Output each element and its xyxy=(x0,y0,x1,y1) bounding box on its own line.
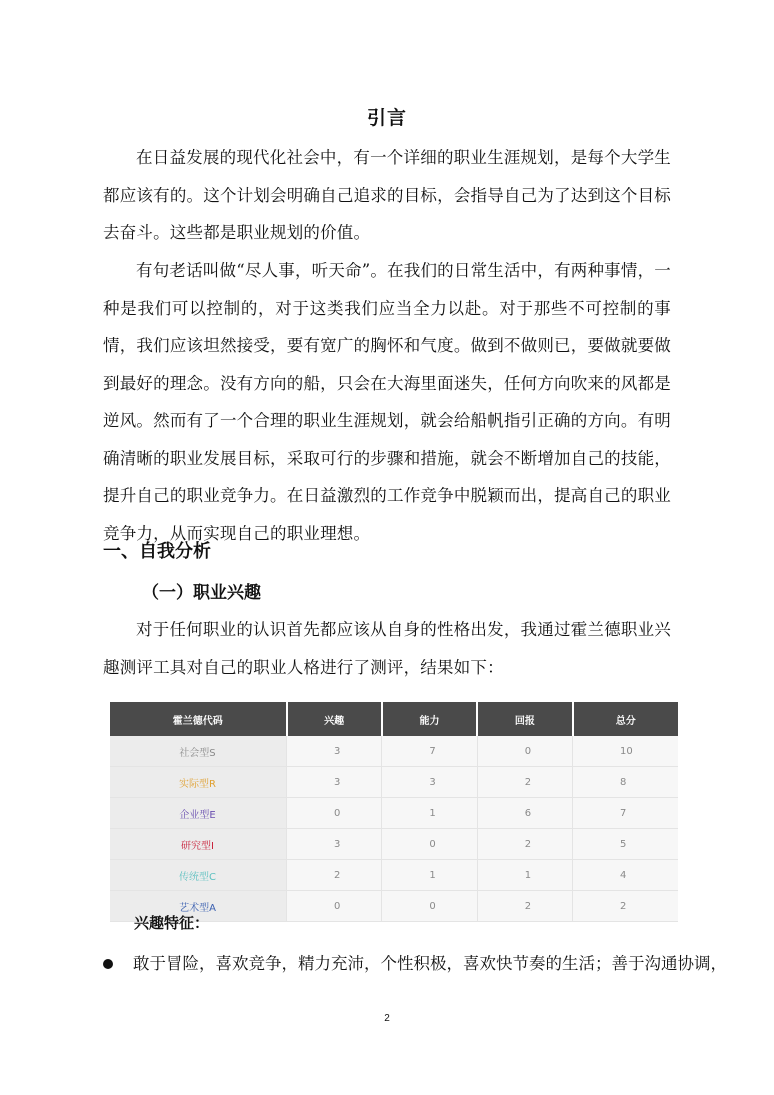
holland-code-cell: 社会型S xyxy=(110,736,287,767)
holland-code-cell: 研究型I xyxy=(110,829,287,860)
score-cell: 0 xyxy=(287,891,382,922)
score-cell: 2 xyxy=(573,891,678,922)
score-cell: 10 xyxy=(573,736,678,767)
holland-code-cell: 企业型E xyxy=(110,798,287,829)
table-row xyxy=(110,767,678,798)
intro-paragraph-1: 在日益发展的现代化社会中，有一个详细的职业生涯规划，是每个大学生都应该有的。这个计划会明确自己追求的目标，会指导自己为了达到这个目标去奋斗。这些都是职业规划的价值。 xyxy=(103,148,671,242)
score-cell: 8 xyxy=(573,767,678,798)
bullet-text: 敢于冒险，喜欢竞争，精力充沛，个性积极，喜欢快节奏的生活；善于沟通协调， xyxy=(133,954,727,973)
table-header-cell: 能力 xyxy=(382,702,477,736)
table-row xyxy=(110,829,678,860)
table-row xyxy=(110,798,678,829)
score-cell: 0 xyxy=(477,736,572,767)
table-header-cell: 霍兰德代码 xyxy=(110,702,287,736)
holland-code-cell: 传统型C xyxy=(110,860,287,891)
score-cell: 3 xyxy=(382,767,477,798)
table-header-cell: 兴趣 xyxy=(287,702,382,736)
intro-paragraph-2: 有句老话叫做“尽人事，听天命”。在我们的日常生活中，有两种事情，一种是我们可以控制的，对于这类我们应当全力以赴。对于那些不可控制的事情，我们应该坦然接受，要有宽广的胸怀和气度。做到不做则已，要做就要做到最好的理念。没有方向的船，只会在大海里面迷失，任何方向吹来的风都是逆风。然而有了一个合理的职业生涯规划，就会给船帆指引正确的方向。有明确清晰的职业发展目标，采取可行的步骤和措施，就会不断增加自己的技能，提升自己的职业竞争力。在日益激烈的工作竞争中脱颖而出，提高自己的职业竞争力，从而实现自己的职业理想。 xyxy=(103,261,671,543)
score-cell: 7 xyxy=(382,736,477,767)
score-cell: 2 xyxy=(287,860,382,891)
score-cell: 1 xyxy=(382,798,477,829)
score-cell: 1 xyxy=(382,860,477,891)
table-row xyxy=(110,736,678,767)
score-cell: 3 xyxy=(287,767,382,798)
score-cell: 0 xyxy=(382,891,477,922)
holland-score-table xyxy=(110,702,678,922)
score-cell: 0 xyxy=(287,798,382,829)
table-header-cell: 回报 xyxy=(477,702,572,736)
score-cell: 2 xyxy=(477,767,572,798)
table-header-cell: 总分 xyxy=(573,702,678,736)
score-cell: 2 xyxy=(477,891,572,922)
page-title: 引言 xyxy=(366,107,407,129)
section-heading: 一、自我分析 xyxy=(103,541,211,562)
table-header-row xyxy=(110,702,678,736)
subsection-heading: （一）职业兴趣 xyxy=(142,583,261,603)
score-cell: 3 xyxy=(287,829,382,860)
score-cell: 4 xyxy=(573,860,678,891)
score-cell: 0 xyxy=(382,829,477,860)
holland-code-cell: 实际型R xyxy=(110,767,287,798)
score-cell: 2 xyxy=(477,829,572,860)
subsection-paragraph: 对于任何职业的认识首先都应该从自身的性格出发，我通过霍兰德职业兴趣测评工具对自己的职业人格进行了测评，结果如下： xyxy=(103,620,671,677)
table-row xyxy=(110,860,678,891)
score-cell: 6 xyxy=(477,798,572,829)
interest-features-label: 兴趣特征： xyxy=(134,914,210,932)
score-cell: 3 xyxy=(287,736,382,767)
score-cell: 5 xyxy=(573,829,678,860)
score-cell: 7 xyxy=(573,798,678,829)
bullet-dot-icon xyxy=(103,959,113,969)
score-cell: 1 xyxy=(477,860,572,891)
page-number: 2 xyxy=(384,1013,390,1024)
holland-code-cell: 艺术型A xyxy=(110,891,287,922)
